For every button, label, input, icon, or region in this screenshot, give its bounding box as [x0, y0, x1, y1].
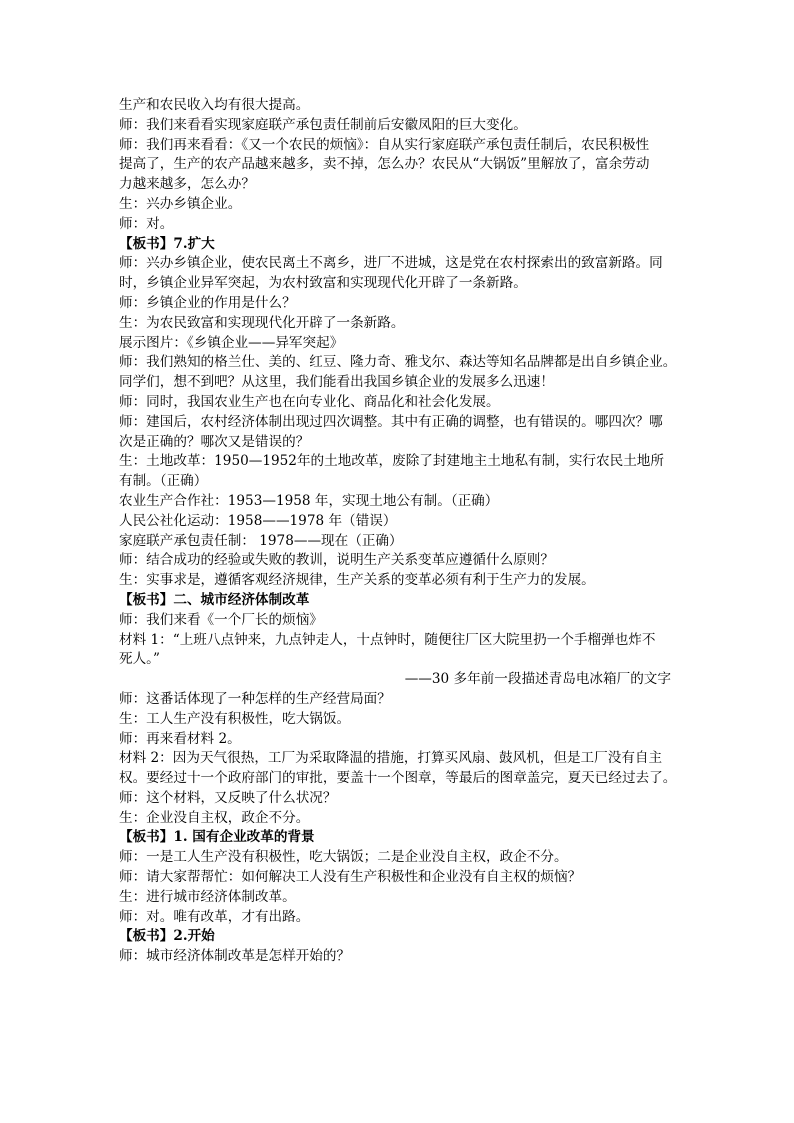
text-line: 师：结合成功的经验或失败的教训，说明生产关系变革应遵循什么原则？: [119, 552, 554, 569]
text-line: 师：兴办乡镇企业，使农民离土不离乡，进厂不进城，这是党在农村探索出的致富新路。同: [119, 255, 663, 272]
text-line: 师：建国后，农村经济体制出现过四次调整。其中有正确的调整，也有错误的。哪四次？哪: [119, 413, 663, 430]
text-line: 师：同时，我国农业生产也在向专业化、商品化和社会化发展。: [119, 393, 500, 410]
text-line: 提高了，生产的农产品越来越多，卖不掉，怎么办？农民从“大锅饭”里解放了，富余劳动: [119, 156, 650, 173]
blackboard-heading: 【板书】1. 国有企业改革的背景: [119, 829, 315, 846]
blackboard-heading: 【板书】7.扩大: [119, 235, 215, 252]
text-line: 力越来越多，怎么办？: [119, 176, 255, 193]
text-line: 生：为农民致富和实现现代化开辟了一条新路。: [119, 314, 405, 331]
text-line: 材料 2：因为天气很热，工厂为采取降温的措施，打算买风扇、鼓风机，但是工厂没有自主: [119, 750, 663, 767]
text-line: 生：进行城市经济体制改革。: [119, 888, 296, 905]
blackboard-heading: 【板书】2.开始: [119, 928, 215, 945]
text-line: 师：我们熟知的格兰仕、美的、红豆、隆力奇、雅戈尔、森达等知名品牌都是出自乡镇企业。: [119, 354, 677, 371]
document-body: [119, 96, 679, 967]
text-line: 展示图片：《乡镇企业——异军突起》: [119, 334, 344, 351]
text-line: 农业生产合作社：1953—1958 年，实现土地公有制。（正确）: [119, 492, 499, 509]
text-line: 师：我们来看《一个厂长的烦恼》: [119, 611, 323, 628]
text-line: 师：对。: [119, 215, 174, 232]
text-line: 师：我们再来看看：《又一个农民的烦恼》：自从实行家庭联产承包责任制后，农民积极性: [119, 136, 650, 153]
text-line: 家庭联产承包责任制： 1978——现在（正确）: [119, 532, 403, 549]
text-line: 师：请大家帮帮忙：如何解决工人没有生产积极性和企业没有自主权的烦恼？: [119, 869, 582, 886]
text-line: 时，乡镇企业异军突起，为农村致富和实现现代化开辟了一条新路。: [119, 275, 527, 292]
text-line: 生：工人生产没有积极性，吃大锅饭。: [119, 710, 351, 727]
text-line: 死人。”: [119, 651, 160, 668]
text-line: 师：我们来看看实现家庭联产承包责任制前后安徽凤阳的巨大变化。: [119, 116, 527, 133]
text-line: 生：土地改革：1950—1952年的土地改革，废除了封建地主土地私有制，实行农民土地所: [119, 453, 664, 470]
text-line: 师：再来看材料 2。: [119, 730, 241, 747]
text-line: 生：企业没自主权，政企不分。: [119, 809, 310, 826]
text-line: 同学们，想不到吧？从这里，我们能看出我国乡镇企业的发展多么迅速！: [119, 374, 554, 391]
text-line: 师：乡镇企业的作用是什么？: [119, 294, 296, 311]
text-line: 次是正确的？哪次又是错误的？: [119, 433, 310, 450]
text-line: 人民公社化运动：1958——1978 年（错误）: [119, 512, 397, 529]
text-line: 生产和农民收入均有很大提高。: [119, 97, 310, 113]
text-line: 权。要经过十一个政府部门的审批，要盖十一个图章，等最后的图章盖完，夏天已经过去了。: [119, 770, 677, 787]
text-line: 有制。（正确）: [119, 473, 208, 490]
text-line: 生：兴办乡镇企业。: [119, 195, 242, 212]
text-line: 生：实事求是，遵循客观经济规律，生产关系的变革必须有利于生产力的发展。: [119, 572, 595, 589]
text-line: 师：城市经济体制改革是怎样开始的？: [119, 948, 351, 965]
text-line: 师：这个材料，又反映了什么状况？: [119, 789, 337, 806]
text-line: 材料 1：“上班八点钟来，九点钟走人，十点钟时，随便往厂区大院里扔一个手榴弹也炸不: [119, 631, 656, 648]
text-line: 师：这番话体现了一种怎样的生产经营局面？: [119, 690, 391, 707]
text-line: 师：对。唯有改革，才有出路。: [119, 908, 310, 925]
blackboard-heading: 【板书】二、城市经济体制改革: [119, 591, 310, 608]
text-line: 师：一是工人生产没有积极性，吃大锅饭；二是企业没自主权，政企不分。: [119, 849, 568, 866]
text-line: ——30 多年前一段描述青岛电冰箱厂的文字: [404, 671, 671, 688]
